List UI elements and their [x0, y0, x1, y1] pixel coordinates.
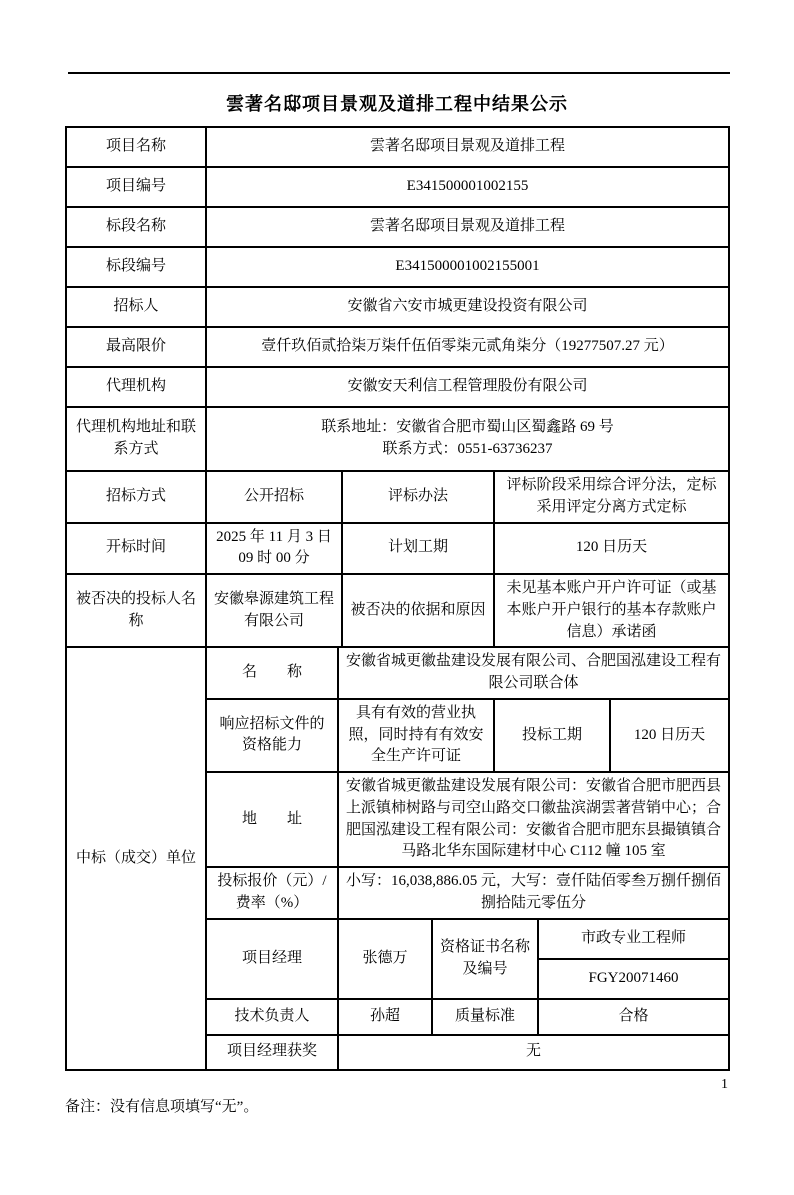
result-table — [65, 126, 730, 1071]
opening-time-label: 开标时间 — [67, 524, 207, 574]
bid-period-label: 投标工期 — [495, 700, 611, 771]
planned-duration-value: 120 日历天 — [575, 539, 648, 556]
winner-price-value: 小写：16,038,886.05 元，大写：壹仟陆佰零叁万捌仟捌佰捌拾陆元零伍分 — [345, 873, 721, 911]
project-code-label: 项目编号 — [67, 168, 207, 206]
winner-row-qualification — [207, 700, 728, 773]
winner-section-body — [207, 648, 728, 1068]
winner-row-tech — [207, 1000, 728, 1036]
tender-method-value: 公开招标 — [207, 472, 343, 522]
manager-award-value: 无 — [525, 1043, 541, 1060]
project-name-value: 雲著名邸项目景观及道排工程 — [369, 138, 565, 155]
price-limit-label: 最高限价 — [67, 328, 207, 366]
section-code-label: 标段编号 — [67, 248, 207, 286]
winner-price-label: 投标报价（元）/费率（%） — [207, 868, 339, 918]
rejection-reason-value: 未见基本账户开户许可证（或基本账户开户银行的基本存款账户信息）承诺函 — [506, 580, 717, 640]
winner-row-manager — [207, 920, 728, 1000]
table-row-project-code — [67, 168, 728, 208]
page-number: 1 — [721, 1076, 728, 1092]
evaluation-method-label: 评标办法 — [343, 472, 495, 522]
table-row-rejected-bidder — [67, 575, 728, 648]
agency-contact-value — [207, 408, 728, 470]
cert-label: 资格证书名称及编号 — [433, 920, 539, 998]
rejected-bidder-value: 安徽皋源建筑工程有限公司 — [207, 575, 343, 646]
agency-label: 代理机构 — [67, 368, 207, 406]
evaluation-method-value: 评标阶段采用综合评分法，定标采用评定分离方式定标 — [506, 477, 717, 515]
manager-award-label: 项目经理获奖 — [207, 1036, 339, 1069]
opening-time-value: 2025 年 11 月 3 日 09 时 00 分 — [207, 524, 343, 574]
agency-contact-label: 代理机构地址和联系方式 — [67, 408, 207, 470]
agency-contact-address: 联系地址：安徽省合肥市蜀山区蜀鑫路 69 号 — [321, 419, 614, 436]
rejected-bidder-label: 被否决的投标人名称 — [67, 575, 207, 646]
winner-qualification-label: 响应招标文件的资格能力 — [207, 700, 339, 771]
header-rule — [68, 72, 730, 74]
project-manager-name: 张德万 — [339, 920, 433, 998]
footer-note: 备注：没有信息项填写“无”。 — [65, 1098, 259, 1115]
section-name-value: 雲著名邸项目景观及道排工程 — [369, 218, 565, 235]
section-name-label: 标段名称 — [67, 208, 207, 246]
table-row-agency-contact — [67, 408, 728, 472]
table-row-price-limit — [67, 328, 728, 368]
tenderer-value: 安徽省六安市城更建设投资有限公司 — [347, 298, 588, 315]
tenderer-label: 招标人 — [67, 288, 207, 326]
quality-standard-label: 质量标准 — [433, 1000, 539, 1034]
table-row-project-name — [67, 128, 728, 168]
tender-method-label: 招标方式 — [67, 472, 207, 522]
winner-qualification-value: 具有有效的营业执照，同时持有有效安全生产许可证 — [339, 700, 495, 771]
table-row-opening-time — [67, 524, 728, 576]
project-name-label: 项目名称 — [67, 128, 207, 166]
table-row-tender-method — [67, 472, 728, 524]
document-page — [0, 72, 794, 1195]
agency-contact-phone: 联系方式：0551-63736237 — [382, 441, 553, 457]
quality-standard-value: 合格 — [618, 1007, 649, 1024]
agency-value: 安徽安天利信工程管理股份有限公司 — [347, 378, 588, 395]
section-code-value: E341500001002155001 — [395, 258, 540, 275]
project-code-value: E341500001002155 — [406, 178, 529, 195]
table-row-section-name — [67, 208, 728, 248]
winner-address-value: 安徽省城更徽盐建设发展有限公司：安徽省合肥市肥西县上派镇柿树路与司空山路交口徽盐滨湖雲著营销中心；合肥国泓建设工程有限公司：安徽省合肥市肥东县撮镇镇合马路北华东国际建材中心 C112 幢 105 室 — [345, 778, 721, 860]
winner-row-award — [207, 1036, 728, 1069]
table-row-section-code — [67, 248, 728, 288]
winner-address-label: 地 址 — [207, 773, 339, 866]
table-row-winner-section — [67, 648, 728, 1068]
project-manager-label: 项目经理 — [207, 920, 339, 998]
page-title: 雲著名邸项目景观及道排工程中结果公示 — [226, 94, 568, 114]
bid-period-value: 120 日历天 — [633, 726, 706, 743]
rejection-reason-label: 被否决的依据和原因 — [343, 575, 495, 646]
winner-section-label: 中标（成交）单位 — [67, 648, 207, 1068]
price-limit-value: 壹仟玖佰贰拾柒万柒仟伍佰零柒元贰角柒分（19277507.27 元） — [261, 338, 674, 355]
table-row-tenderer — [67, 288, 728, 328]
cert-number: FGY20071460 — [588, 969, 679, 986]
winner-name-label: 名 称 — [207, 648, 339, 698]
cert-name: 市政专业工程师 — [539, 920, 728, 960]
winner-row-name — [207, 648, 728, 700]
table-row-agency — [67, 368, 728, 408]
winner-row-price — [207, 868, 728, 920]
planned-duration-label: 计划工期 — [343, 524, 495, 574]
winner-row-address — [207, 773, 728, 868]
cert-stack — [539, 920, 728, 998]
tech-lead-label: 技术负责人 — [207, 1000, 339, 1034]
tech-lead-name: 孙超 — [339, 1000, 433, 1034]
winner-name-value: 安徽省城更徽盐建设发展有限公司、合肥国泓建设工程有限公司联合体 — [345, 653, 721, 691]
